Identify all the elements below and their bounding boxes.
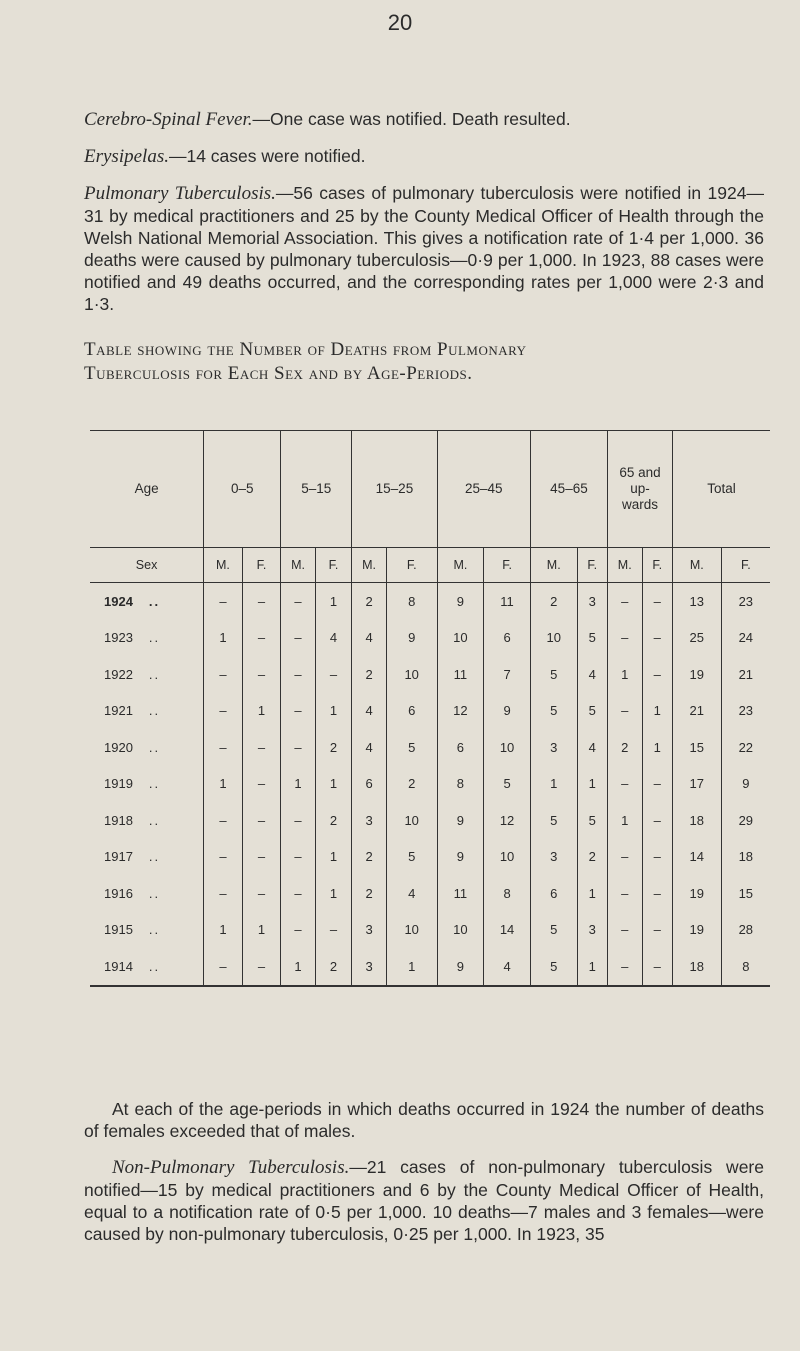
count-cell: –: [204, 802, 243, 839]
count-cell: 2: [608, 729, 643, 766]
count-cell: 1: [642, 729, 672, 766]
year-label: 1914: [104, 958, 133, 974]
paragraph-text: —56 cases of pulmonary tuberculosis were notified in 1924—31 by medical practitioners and 25 by the County Medical Officer of Health through the Welsh National Memorial Association. This gives a notification rate of 1·4 per 1,000. 36 deaths were caused by pulmonary tuberculosis—0·9 per 1,000. In 1923, 88 cases were notified and 49 deaths occurred, and the corresponding rates per 1,000 were 2·3 and 1·3.: [84, 183, 764, 314]
count-cell: –: [242, 839, 281, 876]
count-cell: 21: [721, 656, 770, 693]
year-cell: [90, 912, 204, 949]
count-cell: 1: [530, 766, 577, 803]
count-cell: 6: [386, 693, 437, 730]
count-cell: 8: [484, 875, 531, 912]
count-cell: 4: [352, 729, 387, 766]
sex-header: M.: [437, 548, 484, 583]
year-label: 1916: [104, 885, 133, 901]
age-group-header: Total: [672, 431, 770, 548]
count-cell: 3: [530, 839, 577, 876]
page-number: 20: [387, 10, 413, 35]
count-cell: –: [281, 802, 316, 839]
count-cell: 1: [204, 766, 243, 803]
count-cell: 3: [530, 729, 577, 766]
age-group-header: 5–15: [281, 431, 352, 548]
count-cell: 5: [386, 839, 437, 876]
count-cell: 11: [437, 875, 484, 912]
count-cell: 2: [352, 656, 387, 693]
count-cell: 9: [437, 583, 484, 620]
leader-dots: ..: [148, 922, 161, 938]
table-row: [90, 948, 770, 986]
count-cell: –: [642, 912, 672, 949]
count-cell: –: [642, 583, 672, 620]
table-row: [90, 693, 770, 730]
count-cell: 12: [484, 802, 531, 839]
count-cell: 4: [386, 875, 437, 912]
count-cell: –: [608, 583, 643, 620]
count-cell: –: [608, 693, 643, 730]
count-cell: 1: [608, 802, 643, 839]
count-cell: 15: [721, 875, 770, 912]
year-cell: [90, 948, 204, 986]
table-row: [90, 656, 770, 693]
count-cell: –: [242, 583, 281, 620]
count-cell: 3: [577, 583, 607, 620]
table-row: [90, 875, 770, 912]
count-cell: –: [281, 729, 316, 766]
paragraph-age-periods: [84, 1098, 764, 1142]
count-cell: 25: [672, 620, 721, 657]
count-cell: 17: [672, 766, 721, 803]
count-cell: 22: [721, 729, 770, 766]
count-cell: 10: [437, 912, 484, 949]
sex-header: M.: [281, 548, 316, 583]
count-cell: 11: [484, 583, 531, 620]
age-group-header: 65 and up-wards: [608, 431, 673, 548]
year-label: 1919: [104, 776, 133, 792]
count-cell: 3: [352, 912, 387, 949]
count-cell: 4: [484, 948, 531, 986]
sex-header-row: [90, 548, 770, 583]
count-cell: 5: [577, 620, 607, 657]
count-cell: 1: [242, 912, 281, 949]
sex-header: F.: [386, 548, 437, 583]
year-label: 1918: [104, 812, 133, 828]
count-cell: 5: [530, 693, 577, 730]
count-cell: 1: [315, 875, 352, 912]
count-cell: –: [281, 693, 316, 730]
year-cell: [90, 802, 204, 839]
leader-dots: ..: [148, 812, 161, 828]
year-label: 1922: [104, 666, 133, 682]
count-cell: 4: [315, 620, 352, 657]
count-cell: 10: [484, 839, 531, 876]
leader-dots: ..: [148, 703, 161, 719]
count-cell: 9: [386, 620, 437, 657]
count-cell: 18: [672, 802, 721, 839]
sex-header: F.: [242, 548, 281, 583]
count-cell: –: [608, 766, 643, 803]
count-cell: 3: [352, 948, 387, 986]
count-cell: –: [204, 948, 243, 986]
count-cell: –: [608, 839, 643, 876]
count-cell: 5: [484, 766, 531, 803]
count-cell: –: [204, 875, 243, 912]
count-cell: 1: [577, 875, 607, 912]
sex-header: M.: [352, 548, 387, 583]
paragraphs-top: [84, 108, 764, 329]
count-cell: –: [242, 656, 281, 693]
sex-header: M.: [608, 548, 643, 583]
count-cell: –: [204, 693, 243, 730]
count-cell: –: [315, 656, 352, 693]
age-group-header: 15–25: [352, 431, 437, 548]
table-row: [90, 912, 770, 949]
sex-header: F.: [315, 548, 352, 583]
count-cell: 19: [672, 912, 721, 949]
count-cell: 6: [437, 729, 484, 766]
count-cell: 2: [352, 839, 387, 876]
count-cell: 8: [437, 766, 484, 803]
count-cell: 11: [437, 656, 484, 693]
count-cell: 5: [530, 656, 577, 693]
count-cell: 14: [672, 839, 721, 876]
leader-dots: ..: [148, 849, 161, 865]
count-cell: 10: [484, 729, 531, 766]
count-cell: 7: [484, 656, 531, 693]
count-cell: 12: [437, 693, 484, 730]
table-row: [90, 583, 770, 620]
count-cell: –: [242, 802, 281, 839]
count-cell: 9: [437, 839, 484, 876]
year-label: 1915: [104, 922, 133, 938]
count-cell: 5: [530, 912, 577, 949]
year-label: 1920: [104, 739, 133, 755]
year-label: 1917: [104, 849, 133, 865]
count-cell: –: [642, 948, 672, 986]
leader-dots: ..: [148, 958, 161, 974]
count-cell: –: [242, 620, 281, 657]
paragraph-text: —14 cases were notified.: [168, 146, 366, 166]
count-cell: 13: [672, 583, 721, 620]
paragraph-text: —21 cases of non-pulmonary tuberculosis were notified—15 by medical practitioners and 6 by the County Medical Officer of Health, equal to a notification rate of 0·5 per 1,000. 10 deaths—7 males and 3 females—were caused by non-pulmonary tuberculosis, 0·25 per 1,000. In 1923, 35: [84, 1157, 764, 1244]
age-header-row: [90, 431, 770, 548]
leader-dots: ..: [148, 739, 161, 755]
count-cell: –: [642, 766, 672, 803]
count-cell: 1: [315, 693, 352, 730]
paragraph-label: Pulmonary Tuberculosis.: [84, 183, 276, 204]
count-cell: –: [281, 583, 316, 620]
count-cell: 1: [608, 656, 643, 693]
count-cell: –: [242, 948, 281, 986]
paragraph-text: At each of the age-periods in which deaths occurred in 1924 the number of deaths of females exceeded that of males.: [84, 1099, 764, 1141]
age-group-header: 45–65: [530, 431, 607, 548]
count-cell: 2: [352, 875, 387, 912]
count-cell: –: [642, 656, 672, 693]
table-row: [90, 839, 770, 876]
year-cell: [90, 875, 204, 912]
paragraph-cerebro-spinal: [84, 108, 764, 131]
count-cell: 5: [530, 802, 577, 839]
count-cell: 6: [352, 766, 387, 803]
count-cell: 5: [577, 693, 607, 730]
paragraph-pulmonary-tuberculosis: [84, 182, 764, 315]
year-cell: [90, 583, 204, 620]
table-title-line2: Tuberculosis for Each Sex and by Age-Periods.: [84, 363, 473, 384]
count-cell: –: [242, 766, 281, 803]
count-cell: –: [608, 875, 643, 912]
count-cell: –: [242, 729, 281, 766]
year-cell: [90, 729, 204, 766]
year-cell: [90, 766, 204, 803]
count-cell: 9: [437, 948, 484, 986]
table-row: [90, 766, 770, 803]
count-cell: 2: [577, 839, 607, 876]
count-cell: 10: [386, 802, 437, 839]
age-label: Age: [90, 431, 204, 548]
count-cell: –: [204, 839, 243, 876]
leader-dots: ..: [148, 776, 161, 792]
count-cell: 8: [386, 583, 437, 620]
table-title: [84, 338, 764, 386]
leader-dots: ..: [148, 593, 161, 609]
deaths-table: [90, 430, 770, 987]
count-cell: 3: [352, 802, 387, 839]
count-cell: 21: [672, 693, 721, 730]
count-cell: 23: [721, 583, 770, 620]
count-cell: 1: [577, 948, 607, 986]
count-cell: 5: [530, 948, 577, 986]
count-cell: 1: [315, 839, 352, 876]
count-cell: 9: [484, 693, 531, 730]
count-cell: 9: [437, 802, 484, 839]
paragraph-non-pulmonary: [84, 1156, 764, 1245]
count-cell: 24: [721, 620, 770, 657]
paragraph-label: Cerebro-Spinal Fever.: [84, 109, 253, 130]
count-cell: –: [315, 912, 352, 949]
year-label: 1923: [104, 630, 133, 646]
count-cell: –: [608, 912, 643, 949]
count-cell: 5: [577, 802, 607, 839]
count-cell: 10: [437, 620, 484, 657]
count-cell: 3: [577, 912, 607, 949]
count-cell: 10: [386, 656, 437, 693]
count-cell: 1: [204, 912, 243, 949]
count-cell: –: [204, 583, 243, 620]
count-cell: –: [242, 875, 281, 912]
count-cell: –: [204, 729, 243, 766]
count-cell: 14: [484, 912, 531, 949]
count-cell: 1: [242, 693, 281, 730]
count-cell: 8: [721, 948, 770, 986]
count-cell: 18: [672, 948, 721, 986]
count-cell: 4: [352, 620, 387, 657]
count-cell: 28: [721, 912, 770, 949]
age-group-header: 0–5: [204, 431, 281, 548]
sex-header: F.: [642, 548, 672, 583]
count-cell: 2: [315, 802, 352, 839]
year-cell: [90, 839, 204, 876]
paragraph-erysipelas: [84, 145, 764, 168]
sex-header: F.: [721, 548, 770, 583]
count-cell: 19: [672, 656, 721, 693]
paragraph-label: Non-Pulmonary Tuberculosis.: [112, 1157, 350, 1178]
count-cell: –: [204, 656, 243, 693]
sex-header: M.: [530, 548, 577, 583]
count-cell: –: [281, 875, 316, 912]
count-cell: –: [281, 839, 316, 876]
count-cell: –: [281, 620, 316, 657]
count-cell: 5: [386, 729, 437, 766]
sex-header: M.: [672, 548, 721, 583]
table-row: [90, 729, 770, 766]
table-title-line1: Table showing the Number of Deaths from Pulmonary: [84, 339, 527, 360]
table-row: [90, 802, 770, 839]
sex-label: Sex: [90, 548, 204, 583]
count-cell: 4: [577, 729, 607, 766]
year-cell: [90, 693, 204, 730]
table-body: [90, 583, 770, 986]
count-cell: –: [642, 875, 672, 912]
count-cell: 23: [721, 693, 770, 730]
year-label: 1924: [104, 593, 133, 609]
leader-dots: ..: [148, 885, 161, 901]
leader-dots: ..: [148, 666, 161, 682]
count-cell: 1: [315, 766, 352, 803]
paragraphs-bottom: [84, 1098, 764, 1259]
count-cell: 1: [642, 693, 672, 730]
count-cell: –: [281, 912, 316, 949]
count-cell: 6: [530, 875, 577, 912]
count-cell: 2: [530, 583, 577, 620]
count-cell: 9: [721, 766, 770, 803]
count-cell: 1: [386, 948, 437, 986]
count-cell: –: [281, 656, 316, 693]
count-cell: 2: [386, 766, 437, 803]
count-cell: 6: [484, 620, 531, 657]
sex-header: F.: [484, 548, 531, 583]
count-cell: –: [608, 948, 643, 986]
count-cell: 10: [386, 912, 437, 949]
count-cell: 1: [315, 583, 352, 620]
count-cell: 4: [352, 693, 387, 730]
year-label: 1921: [104, 703, 133, 719]
age-group-header: 25–45: [437, 431, 530, 548]
count-cell: 2: [315, 729, 352, 766]
count-cell: 1: [577, 766, 607, 803]
count-cell: –: [608, 620, 643, 657]
count-cell: 2: [352, 583, 387, 620]
count-cell: 1: [204, 620, 243, 657]
count-cell: 15: [672, 729, 721, 766]
leader-dots: ..: [148, 630, 161, 646]
paragraph-text: —One case was notified. Death resulted.: [252, 109, 571, 129]
count-cell: 4: [577, 656, 607, 693]
count-cell: 2: [315, 948, 352, 986]
count-cell: –: [642, 839, 672, 876]
count-cell: 19: [672, 875, 721, 912]
count-cell: 1: [281, 948, 316, 986]
sex-header: M.: [204, 548, 243, 583]
table-row: [90, 620, 770, 657]
sex-header: F.: [577, 548, 607, 583]
count-cell: –: [642, 802, 672, 839]
count-cell: 1: [281, 766, 316, 803]
count-cell: –: [642, 620, 672, 657]
paragraph-label: Erysipelas.: [84, 146, 169, 167]
count-cell: 18: [721, 839, 770, 876]
count-cell: 29: [721, 802, 770, 839]
year-cell: [90, 620, 204, 657]
count-cell: 10: [530, 620, 577, 657]
year-cell: [90, 656, 204, 693]
